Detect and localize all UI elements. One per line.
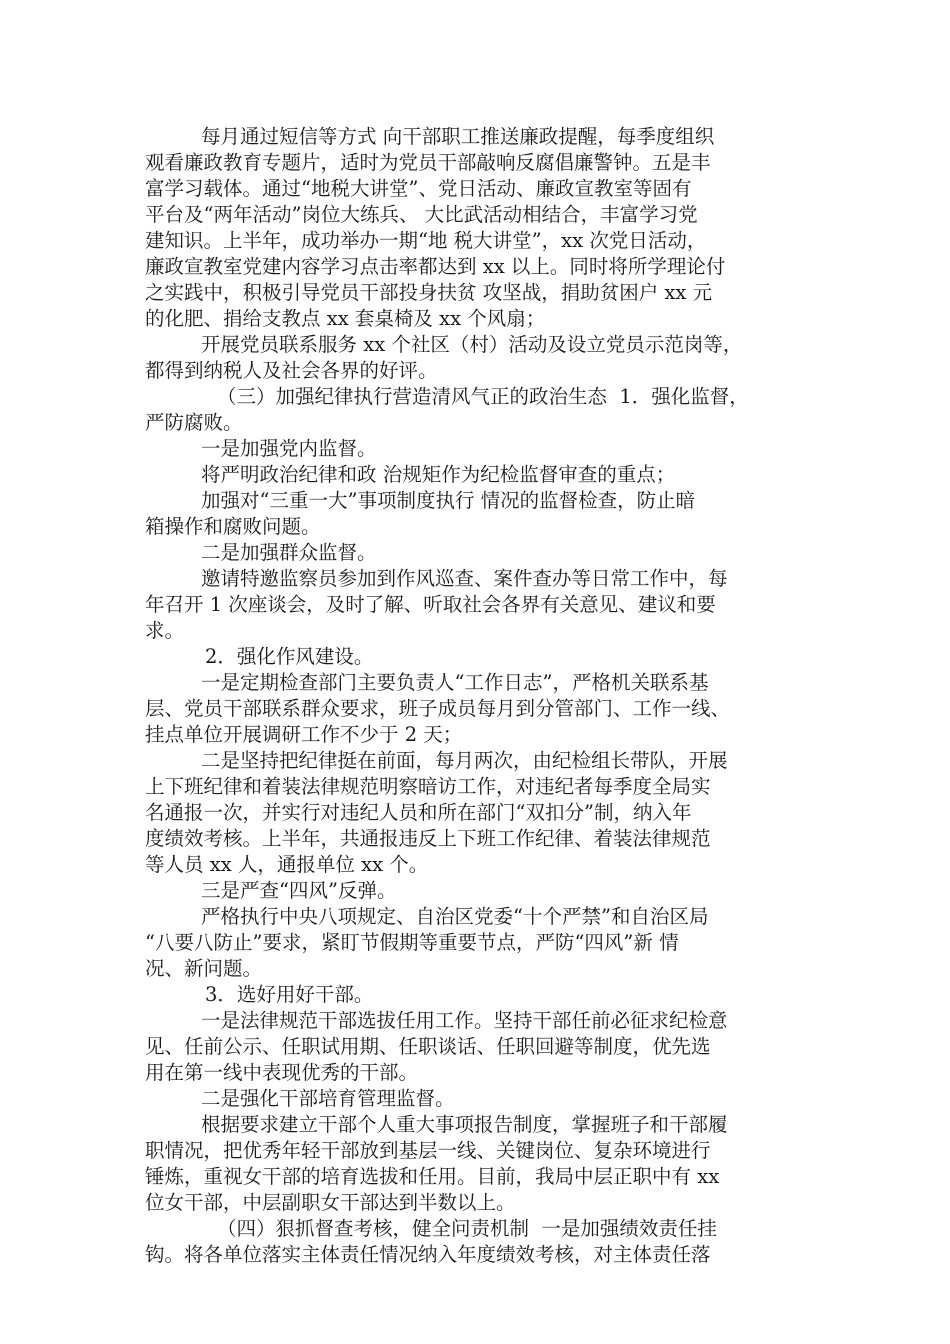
text-line: 平台及“两年活动”岗位大练兵、 大比武活动相结合，丰富学习党 (145, 203, 698, 226)
text-line: 加强对“三重一大”事项制度执行 情况的监督检查，防止暗 (201, 489, 696, 512)
text-line: 根据要求建立干部个人重大事项报告制度，掌握班子和干部履 (201, 1113, 728, 1136)
text-line: 一是加强党内监督。 (201, 437, 377, 460)
text-line: 邀请特邀监察员参加到作风巡查、案件查办等日常工作中，每 (201, 567, 728, 590)
text-line: 层、党员干部联系群众要求，班子成员每月到分管部门、工作一线、 (145, 697, 731, 720)
text-line: 三是严查“四风”反弹。 (201, 879, 397, 902)
section-heading: （四）狠抓督查考核，健全问责机制 一是加强绩效责任挂 (217, 1217, 717, 1240)
subsection-heading: 2．强化作风建设。 (205, 645, 374, 668)
text-line: 钩。将各单位落实主体责任情况纳入年度绩效考核，对主体责任落 (145, 1243, 711, 1266)
text-line: 严防腐败。 (145, 411, 243, 434)
text-line: 都得到纳税人及社会各界的好评。 (145, 359, 438, 382)
text-line: 的化肥、捐给支教点 xx 套桌椅及 xx 个风扇； (145, 307, 546, 330)
text-line: 位女干部，中层副职女干部达到半数以上。 (145, 1191, 516, 1214)
text-line: 二是坚持把纪律挺在前面，每月两次，由纪检组长带队，开展 (201, 749, 728, 772)
text-line: 挂点单位开展调研工作不少于 2 天； (145, 723, 463, 746)
text-line: 锤炼，重视女干部的培育选拔和任用。目前，我局中层正职中有 xx (145, 1165, 720, 1188)
text-line: 一是定期检查部门主要负责人“工作日志”，严格机关联系基 (201, 671, 709, 694)
text-line: 等人员 xx 人，通报单位 xx 个。 (145, 853, 429, 876)
text-line: 每月通过短信等方式 向干部职工推送廉政提醒，每季度组织 (201, 125, 715, 148)
text-line: 见、任前公示、任职试用期、任职谈话、任职回避等制度，优先选 (145, 1035, 711, 1058)
text-line: 严格执行中央八项规定、自治区党委“十个严禁”和自治区局 (201, 905, 709, 928)
section-heading: （三）加强纪律执行营造清风气正的政治生态 1．强化监督， (217, 385, 749, 408)
text-line: 求。 (145, 619, 185, 642)
text-line: 上下班纪律和着装法律规范明察暗访工作，对违纪者每季度全局实 (145, 775, 711, 798)
text-line: 况、新问题。 (145, 957, 263, 980)
text-line: 之实践中，积极引导党员干部投身扶贫 攻坚战，捐助贫困户 xx 元 (145, 281, 713, 304)
text-line: 富学习载体。通过“地税大讲堂”、党日活动、廉政宣教室等固有 (145, 177, 692, 200)
text-line: 建知识。上半年，成功举办一期“地 税大讲堂”，xx 次党日活动， (145, 229, 707, 252)
text-line: 一是法律规范干部选拔任用工作。坚持干部任前必征求纪检意 (201, 1009, 728, 1032)
document-body (145, 124, 810, 1268)
text-line: 职情况，把优秀年轻干部放到基层一线、关键岗位、复杂环境进行 (145, 1139, 711, 1162)
text-line: 年召开 1 次座谈会，及时了解、听取社会各界有关意见、建议和要 (145, 593, 716, 616)
text-line: 用在第一线中表现优秀的干部。 (145, 1061, 419, 1084)
text-line: “八要八防止”要求，紧盯节假期等重要节点，严防“四风”新 情 (145, 931, 679, 954)
text-line: 将严明政治纪律和政 治规矩作为纪检监督审查的重点； (201, 463, 676, 486)
text-line: 度绩效考核。上半年，共通报违反上下班工作纪律、着装法律规范 (145, 827, 711, 850)
text-line: 观看廉政教育专题片，适时为党员干部敲响反腐倡廉警钟。五是丰 (145, 151, 711, 174)
text-line: 箱操作和腐败问题。 (145, 515, 321, 538)
text-line: 二是加强群众监督。 (201, 541, 377, 564)
text-line: 二是强化干部培育管理监督。 (201, 1087, 455, 1110)
text-line: 廉政宣教室党建内容学习点击率都达到 xx 以上。同时将所学理论付 (145, 255, 726, 278)
text-line: 名通报一次，并实行对违纪人员和所在部门“双扣分”制，纳入年 (145, 801, 692, 824)
text-line: 开展党员联系服务 xx 个社区（村）活动及设立党员示范岗等， (201, 333, 743, 356)
subsection-heading: 3．选好用好干部。 (205, 983, 374, 1006)
